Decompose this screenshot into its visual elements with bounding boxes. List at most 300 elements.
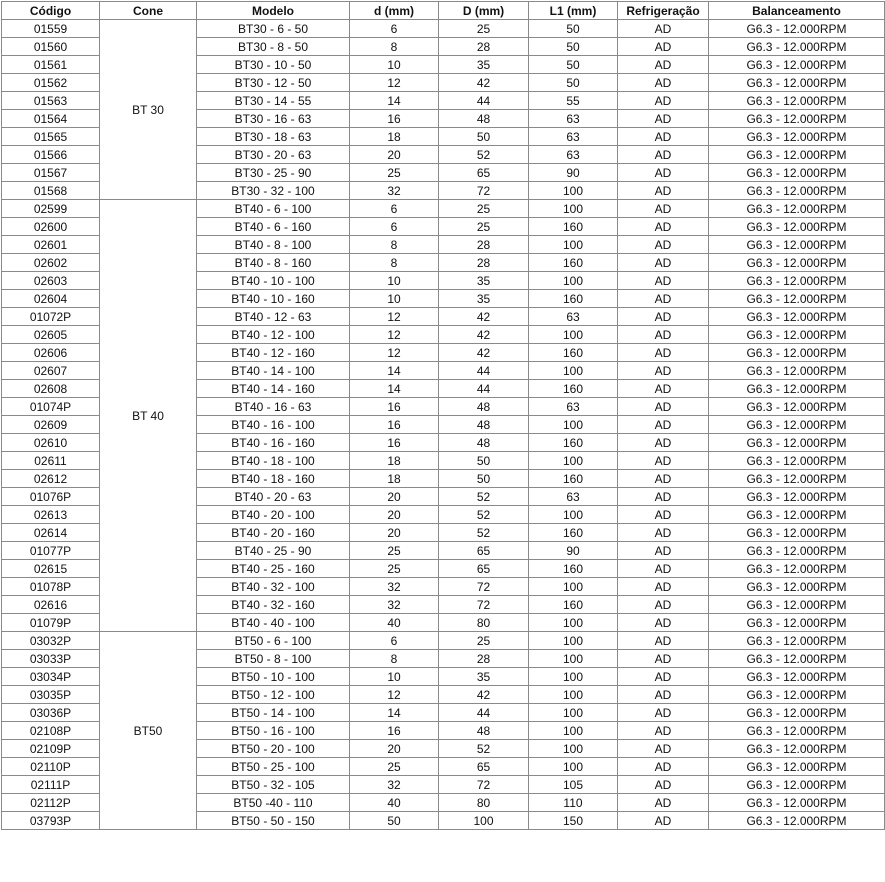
big-d-mm-cell: 52	[439, 488, 529, 506]
modelo-cell: BT40 - 18 - 100	[197, 452, 350, 470]
refrigeracao-cell: AD	[618, 74, 709, 92]
refrigeracao-cell: AD	[618, 488, 709, 506]
balanceamento-cell: G6.3 - 12.000RPM	[709, 740, 885, 758]
big-d-mm-cell: 42	[439, 686, 529, 704]
codigo-cell: 01567	[2, 164, 100, 182]
table-header	[2, 2, 885, 20]
balanceamento-cell: G6.3 - 12.000RPM	[709, 308, 885, 326]
big-d-mm-cell: 35	[439, 668, 529, 686]
big-d-mm-cell: 28	[439, 254, 529, 272]
l1-mm-cell: 100	[529, 326, 618, 344]
big-d-mm-cell: 50	[439, 452, 529, 470]
d-mm-cell: 6	[350, 20, 439, 38]
header-codigo: Código	[2, 2, 100, 20]
modelo-cell: BT50 - 6 - 100	[197, 632, 350, 650]
l1-mm-cell: 160	[529, 596, 618, 614]
codigo-cell: 02605	[2, 326, 100, 344]
modelo-cell: BT30 - 8 - 50	[197, 38, 350, 56]
header-row	[2, 2, 885, 20]
balanceamento-cell: G6.3 - 12.000RPM	[709, 722, 885, 740]
codigo-cell: 02611	[2, 452, 100, 470]
balanceamento-cell: G6.3 - 12.000RPM	[709, 326, 885, 344]
codigo-cell: 01078P	[2, 578, 100, 596]
balanceamento-cell: G6.3 - 12.000RPM	[709, 686, 885, 704]
table-row	[2, 200, 885, 218]
codigo-cell: 01560	[2, 38, 100, 56]
refrigeracao-cell: AD	[618, 38, 709, 56]
big-d-mm-cell: 65	[439, 164, 529, 182]
table-body	[2, 20, 885, 830]
balanceamento-cell: G6.3 - 12.000RPM	[709, 92, 885, 110]
balanceamento-cell: G6.3 - 12.000RPM	[709, 488, 885, 506]
codigo-cell: 01561	[2, 56, 100, 74]
codigo-cell: 02613	[2, 506, 100, 524]
refrigeracao-cell: AD	[618, 560, 709, 578]
codigo-cell: 02609	[2, 416, 100, 434]
big-d-mm-cell: 48	[439, 110, 529, 128]
big-d-mm-cell: 65	[439, 560, 529, 578]
refrigeracao-cell: AD	[618, 128, 709, 146]
refrigeracao-cell: AD	[618, 398, 709, 416]
balanceamento-cell: G6.3 - 12.000RPM	[709, 596, 885, 614]
codigo-cell: 02111P	[2, 776, 100, 794]
cone-group-cell: BT 40	[100, 200, 197, 632]
l1-mm-cell: 100	[529, 416, 618, 434]
codigo-cell: 02608	[2, 380, 100, 398]
refrigeracao-cell: AD	[618, 740, 709, 758]
refrigeracao-cell: AD	[618, 218, 709, 236]
codigo-cell: 02615	[2, 560, 100, 578]
refrigeracao-cell: AD	[618, 272, 709, 290]
big-d-mm-cell: 25	[439, 632, 529, 650]
modelo-cell: BT50 - 14 - 100	[197, 704, 350, 722]
refrigeracao-cell: AD	[618, 470, 709, 488]
codigo-cell: 02601	[2, 236, 100, 254]
big-d-mm-cell: 48	[439, 722, 529, 740]
l1-mm-cell: 63	[529, 398, 618, 416]
d-mm-cell: 32	[350, 578, 439, 596]
codigo-cell: 03793P	[2, 812, 100, 830]
l1-mm-cell: 110	[529, 794, 618, 812]
big-d-mm-cell: 44	[439, 380, 529, 398]
l1-mm-cell: 100	[529, 506, 618, 524]
l1-mm-cell: 100	[529, 668, 618, 686]
big-d-mm-cell: 52	[439, 506, 529, 524]
table-row	[2, 632, 885, 650]
balanceamento-cell: G6.3 - 12.000RPM	[709, 272, 885, 290]
table-row	[2, 20, 885, 38]
l1-mm-cell: 63	[529, 110, 618, 128]
refrigeracao-cell: AD	[618, 236, 709, 254]
modelo-cell: BT50 - 16 - 100	[197, 722, 350, 740]
big-d-mm-cell: 28	[439, 650, 529, 668]
modelo-cell: BT50 - 25 - 100	[197, 758, 350, 776]
modelo-cell: BT40 - 40 - 100	[197, 614, 350, 632]
balanceamento-cell: G6.3 - 12.000RPM	[709, 182, 885, 200]
d-mm-cell: 6	[350, 218, 439, 236]
d-mm-cell: 25	[350, 164, 439, 182]
codigo-cell: 01076P	[2, 488, 100, 506]
d-mm-cell: 12	[350, 344, 439, 362]
balanceamento-cell: G6.3 - 12.000RPM	[709, 506, 885, 524]
balanceamento-cell: G6.3 - 12.000RPM	[709, 776, 885, 794]
l1-mm-cell: 63	[529, 308, 618, 326]
l1-mm-cell: 50	[529, 20, 618, 38]
big-d-mm-cell: 48	[439, 398, 529, 416]
refrigeracao-cell: AD	[618, 650, 709, 668]
modelo-cell: BT40 - 20 - 160	[197, 524, 350, 542]
big-d-mm-cell: 35	[439, 272, 529, 290]
l1-mm-cell: 160	[529, 218, 618, 236]
modelo-cell: BT40 - 25 - 90	[197, 542, 350, 560]
l1-mm-cell: 100	[529, 758, 618, 776]
refrigeracao-cell: AD	[618, 614, 709, 632]
modelo-cell: BT40 - 32 - 100	[197, 578, 350, 596]
big-d-mm-cell: 42	[439, 74, 529, 92]
big-d-mm-cell: 25	[439, 200, 529, 218]
big-d-mm-cell: 28	[439, 236, 529, 254]
big-d-mm-cell: 72	[439, 776, 529, 794]
refrigeracao-cell: AD	[618, 524, 709, 542]
d-mm-cell: 50	[350, 812, 439, 830]
balanceamento-cell: G6.3 - 12.000RPM	[709, 812, 885, 830]
refrigeracao-cell: AD	[618, 290, 709, 308]
big-d-mm-cell: 42	[439, 308, 529, 326]
d-mm-cell: 10	[350, 56, 439, 74]
l1-mm-cell: 160	[529, 470, 618, 488]
modelo-cell: BT30 - 18 - 63	[197, 128, 350, 146]
d-mm-cell: 20	[350, 740, 439, 758]
refrigeracao-cell: AD	[618, 632, 709, 650]
d-mm-cell: 12	[350, 74, 439, 92]
d-mm-cell: 8	[350, 650, 439, 668]
d-mm-cell: 20	[350, 146, 439, 164]
refrigeracao-cell: AD	[618, 92, 709, 110]
l1-mm-cell: 63	[529, 146, 618, 164]
balanceamento-cell: G6.3 - 12.000RPM	[709, 110, 885, 128]
codigo-cell: 01564	[2, 110, 100, 128]
header-refrigeracao: Refrigeração	[618, 2, 709, 20]
modelo-cell: BT50 - 32 - 105	[197, 776, 350, 794]
l1-mm-cell: 160	[529, 560, 618, 578]
l1-mm-cell: 100	[529, 272, 618, 290]
refrigeracao-cell: AD	[618, 110, 709, 128]
codigo-cell: 02110P	[2, 758, 100, 776]
codigo-cell: 01072P	[2, 308, 100, 326]
l1-mm-cell: 160	[529, 344, 618, 362]
d-mm-cell: 40	[350, 794, 439, 812]
codigo-cell: 01079P	[2, 614, 100, 632]
refrigeracao-cell: AD	[618, 56, 709, 74]
l1-mm-cell: 100	[529, 704, 618, 722]
balanceamento-cell: G6.3 - 12.000RPM	[709, 650, 885, 668]
balanceamento-cell: G6.3 - 12.000RPM	[709, 362, 885, 380]
big-d-mm-cell: 100	[439, 812, 529, 830]
header-cone: Cone	[100, 2, 197, 20]
codigo-cell: 01077P	[2, 542, 100, 560]
header-d-mm: d (mm)	[350, 2, 439, 20]
codigo-cell: 03033P	[2, 650, 100, 668]
d-mm-cell: 6	[350, 632, 439, 650]
codigo-cell: 03032P	[2, 632, 100, 650]
modelo-cell: BT40 - 10 - 100	[197, 272, 350, 290]
refrigeracao-cell: AD	[618, 758, 709, 776]
balanceamento-cell: G6.3 - 12.000RPM	[709, 398, 885, 416]
l1-mm-cell: 160	[529, 380, 618, 398]
l1-mm-cell: 90	[529, 542, 618, 560]
modelo-cell: BT50 - 8 - 100	[197, 650, 350, 668]
codigo-cell: 01562	[2, 74, 100, 92]
big-d-mm-cell: 44	[439, 92, 529, 110]
d-mm-cell: 25	[350, 542, 439, 560]
balanceamento-cell: G6.3 - 12.000RPM	[709, 146, 885, 164]
l1-mm-cell: 50	[529, 74, 618, 92]
balanceamento-cell: G6.3 - 12.000RPM	[709, 524, 885, 542]
d-mm-cell: 18	[350, 470, 439, 488]
codigo-cell: 02109P	[2, 740, 100, 758]
d-mm-cell: 32	[350, 182, 439, 200]
d-mm-cell: 12	[350, 686, 439, 704]
modelo-cell: BT40 - 16 - 63	[197, 398, 350, 416]
refrigeracao-cell: AD	[618, 200, 709, 218]
d-mm-cell: 32	[350, 776, 439, 794]
d-mm-cell: 32	[350, 596, 439, 614]
big-d-mm-cell: 80	[439, 614, 529, 632]
balanceamento-cell: G6.3 - 12.000RPM	[709, 56, 885, 74]
d-mm-cell: 14	[350, 380, 439, 398]
l1-mm-cell: 160	[529, 524, 618, 542]
refrigeracao-cell: AD	[618, 578, 709, 596]
refrigeracao-cell: AD	[618, 794, 709, 812]
d-mm-cell: 20	[350, 488, 439, 506]
l1-mm-cell: 50	[529, 56, 618, 74]
codigo-cell: 01559	[2, 20, 100, 38]
big-d-mm-cell: 50	[439, 128, 529, 146]
modelo-cell: BT40 - 20 - 63	[197, 488, 350, 506]
refrigeracao-cell: AD	[618, 146, 709, 164]
l1-mm-cell: 100	[529, 236, 618, 254]
d-mm-cell: 8	[350, 254, 439, 272]
balanceamento-cell: G6.3 - 12.000RPM	[709, 200, 885, 218]
modelo-cell: BT30 - 12 - 50	[197, 74, 350, 92]
refrigeracao-cell: AD	[618, 380, 709, 398]
modelo-cell: BT50 - 12 - 100	[197, 686, 350, 704]
balanceamento-cell: G6.3 - 12.000RPM	[709, 542, 885, 560]
modelo-cell: BT30 - 14 - 55	[197, 92, 350, 110]
refrigeracao-cell: AD	[618, 416, 709, 434]
header-l1-mm: L1 (mm)	[529, 2, 618, 20]
d-mm-cell: 10	[350, 668, 439, 686]
modelo-cell: BT40 - 12 - 160	[197, 344, 350, 362]
l1-mm-cell: 100	[529, 614, 618, 632]
d-mm-cell: 25	[350, 560, 439, 578]
d-mm-cell: 16	[350, 416, 439, 434]
balanceamento-cell: G6.3 - 12.000RPM	[709, 470, 885, 488]
codigo-cell: 02607	[2, 362, 100, 380]
balanceamento-cell: G6.3 - 12.000RPM	[709, 236, 885, 254]
d-mm-cell: 10	[350, 290, 439, 308]
codigo-cell: 01568	[2, 182, 100, 200]
codigo-cell: 03035P	[2, 686, 100, 704]
balanceamento-cell: G6.3 - 12.000RPM	[709, 344, 885, 362]
refrigeracao-cell: AD	[618, 164, 709, 182]
l1-mm-cell: 50	[529, 38, 618, 56]
balanceamento-cell: G6.3 - 12.000RPM	[709, 128, 885, 146]
modelo-cell: BT40 - 25 - 160	[197, 560, 350, 578]
header-big-d-mm: D (mm)	[439, 2, 529, 20]
codigo-cell: 01565	[2, 128, 100, 146]
header-modelo: Modelo	[197, 2, 350, 20]
l1-mm-cell: 90	[529, 164, 618, 182]
l1-mm-cell: 100	[529, 686, 618, 704]
big-d-mm-cell: 35	[439, 56, 529, 74]
modelo-cell: BT40 - 6 - 100	[197, 200, 350, 218]
modelo-cell: BT50 - 50 - 150	[197, 812, 350, 830]
big-d-mm-cell: 52	[439, 740, 529, 758]
big-d-mm-cell: 48	[439, 434, 529, 452]
refrigeracao-cell: AD	[618, 182, 709, 200]
d-mm-cell: 25	[350, 758, 439, 776]
d-mm-cell: 14	[350, 362, 439, 380]
modelo-cell: BT40 - 12 - 100	[197, 326, 350, 344]
balanceamento-cell: G6.3 - 12.000RPM	[709, 218, 885, 236]
d-mm-cell: 20	[350, 506, 439, 524]
d-mm-cell: 12	[350, 308, 439, 326]
balanceamento-cell: G6.3 - 12.000RPM	[709, 758, 885, 776]
big-d-mm-cell: 35	[439, 290, 529, 308]
big-d-mm-cell: 65	[439, 758, 529, 776]
refrigeracao-cell: AD	[618, 452, 709, 470]
modelo-cell: BT40 - 12 - 63	[197, 308, 350, 326]
big-d-mm-cell: 72	[439, 578, 529, 596]
balanceamento-cell: G6.3 - 12.000RPM	[709, 668, 885, 686]
l1-mm-cell: 105	[529, 776, 618, 794]
cone-group-cell: BT50	[100, 632, 197, 830]
codigo-cell: 01074P	[2, 398, 100, 416]
balanceamento-cell: G6.3 - 12.000RPM	[709, 704, 885, 722]
l1-mm-cell: 100	[529, 632, 618, 650]
refrigeracao-cell: AD	[618, 776, 709, 794]
codigo-cell: 02603	[2, 272, 100, 290]
l1-mm-cell: 100	[529, 578, 618, 596]
modelo-cell: BT30 - 25 - 90	[197, 164, 350, 182]
codigo-cell: 01566	[2, 146, 100, 164]
modelo-cell: BT40 - 14 - 100	[197, 362, 350, 380]
l1-mm-cell: 100	[529, 740, 618, 758]
l1-mm-cell: 160	[529, 290, 618, 308]
balanceamento-cell: G6.3 - 12.000RPM	[709, 38, 885, 56]
refrigeracao-cell: AD	[618, 542, 709, 560]
codigo-cell: 01563	[2, 92, 100, 110]
balanceamento-cell: G6.3 - 12.000RPM	[709, 614, 885, 632]
modelo-cell: BT40 - 10 - 160	[197, 290, 350, 308]
refrigeracao-cell: AD	[618, 596, 709, 614]
refrigeracao-cell: AD	[618, 668, 709, 686]
refrigeracao-cell: AD	[618, 326, 709, 344]
modelo-cell: BT40 - 8 - 100	[197, 236, 350, 254]
balanceamento-cell: G6.3 - 12.000RPM	[709, 380, 885, 398]
codigo-cell: 02606	[2, 344, 100, 362]
l1-mm-cell: 160	[529, 254, 618, 272]
modelo-cell: BT50 - 10 - 100	[197, 668, 350, 686]
modelo-cell: BT50 -40 - 110	[197, 794, 350, 812]
big-d-mm-cell: 44	[439, 704, 529, 722]
balanceamento-cell: G6.3 - 12.000RPM	[709, 434, 885, 452]
modelo-cell: BT40 - 32 - 160	[197, 596, 350, 614]
codigo-cell: 02612	[2, 470, 100, 488]
balanceamento-cell: G6.3 - 12.000RPM	[709, 290, 885, 308]
d-mm-cell: 16	[350, 398, 439, 416]
modelo-cell: BT40 - 14 - 160	[197, 380, 350, 398]
big-d-mm-cell: 65	[439, 542, 529, 560]
l1-mm-cell: 100	[529, 200, 618, 218]
l1-mm-cell: 63	[529, 488, 618, 506]
big-d-mm-cell: 72	[439, 182, 529, 200]
refrigeracao-cell: AD	[618, 362, 709, 380]
big-d-mm-cell: 52	[439, 524, 529, 542]
spec-table	[1, 1, 885, 830]
refrigeracao-cell: AD	[618, 812, 709, 830]
big-d-mm-cell: 50	[439, 470, 529, 488]
balanceamento-cell: G6.3 - 12.000RPM	[709, 74, 885, 92]
modelo-cell: BT50 - 20 - 100	[197, 740, 350, 758]
refrigeracao-cell: AD	[618, 506, 709, 524]
refrigeracao-cell: AD	[618, 704, 709, 722]
codigo-cell: 02108P	[2, 722, 100, 740]
codigo-cell: 03034P	[2, 668, 100, 686]
balanceamento-cell: G6.3 - 12.000RPM	[709, 164, 885, 182]
l1-mm-cell: 160	[529, 434, 618, 452]
d-mm-cell: 12	[350, 326, 439, 344]
codigo-cell: 02610	[2, 434, 100, 452]
balanceamento-cell: G6.3 - 12.000RPM	[709, 794, 885, 812]
big-d-mm-cell: 48	[439, 416, 529, 434]
refrigeracao-cell: AD	[618, 308, 709, 326]
balanceamento-cell: G6.3 - 12.000RPM	[709, 632, 885, 650]
modelo-cell: BT40 - 16 - 160	[197, 434, 350, 452]
codigo-cell: 02599	[2, 200, 100, 218]
l1-mm-cell: 100	[529, 722, 618, 740]
codigo-cell: 02604	[2, 290, 100, 308]
big-d-mm-cell: 42	[439, 326, 529, 344]
balanceamento-cell: G6.3 - 12.000RPM	[709, 416, 885, 434]
d-mm-cell: 40	[350, 614, 439, 632]
balanceamento-cell: G6.3 - 12.000RPM	[709, 20, 885, 38]
big-d-mm-cell: 25	[439, 20, 529, 38]
d-mm-cell: 16	[350, 434, 439, 452]
d-mm-cell: 18	[350, 128, 439, 146]
balanceamento-cell: G6.3 - 12.000RPM	[709, 560, 885, 578]
refrigeracao-cell: AD	[618, 722, 709, 740]
modelo-cell: BT30 - 32 - 100	[197, 182, 350, 200]
l1-mm-cell: 63	[529, 128, 618, 146]
modelo-cell: BT40 - 16 - 100	[197, 416, 350, 434]
codigo-cell: 02112P	[2, 794, 100, 812]
d-mm-cell: 14	[350, 92, 439, 110]
balanceamento-cell: G6.3 - 12.000RPM	[709, 578, 885, 596]
d-mm-cell: 16	[350, 110, 439, 128]
big-d-mm-cell: 42	[439, 344, 529, 362]
d-mm-cell: 16	[350, 722, 439, 740]
big-d-mm-cell: 72	[439, 596, 529, 614]
modelo-cell: BT40 - 20 - 100	[197, 506, 350, 524]
header-balanceamento: Balanceamento	[709, 2, 885, 20]
l1-mm-cell: 100	[529, 182, 618, 200]
modelo-cell: BT30 - 10 - 50	[197, 56, 350, 74]
modelo-cell: BT30 - 16 - 63	[197, 110, 350, 128]
modelo-cell: BT40 - 18 - 160	[197, 470, 350, 488]
l1-mm-cell: 100	[529, 650, 618, 668]
